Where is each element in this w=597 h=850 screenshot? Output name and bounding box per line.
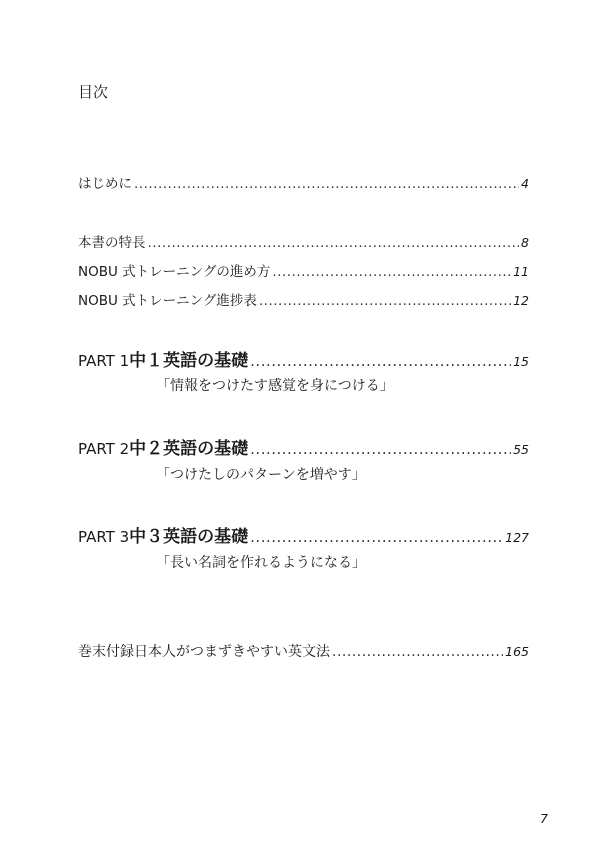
toc-part-1[interactable] <box>78 346 529 371</box>
entry-label: 本書の特長 <box>78 235 146 251</box>
entry-label: NOBU 式トレーニング進捗表 <box>78 293 257 309</box>
entry-page: 4 <box>521 176 529 191</box>
toc-appendix[interactable] <box>78 641 529 661</box>
part-number: PART 2 <box>78 440 130 458</box>
part-title: 中２英語の基礎 <box>129 439 249 459</box>
dot-leader <box>134 176 519 192</box>
part-subtitle: 「情報をつけたす感覚を身につける」 <box>156 378 394 394</box>
entry-page: 8 <box>521 235 529 250</box>
entry-page: 11 <box>513 264 529 279</box>
entry-page: 12 <box>513 293 529 308</box>
dot-leader <box>250 440 511 458</box>
dot-leader <box>250 352 511 370</box>
part-title: 中１英語の基礎 <box>129 351 249 371</box>
toc-entry-features[interactable] <box>78 231 529 251</box>
dot-leader <box>148 235 520 251</box>
part-page: 15 <box>513 354 529 369</box>
toc-part-3[interactable] <box>78 522 529 547</box>
appendix-page: 165 <box>505 644 529 659</box>
toc-entry-training-method[interactable] <box>78 260 529 280</box>
dot-leader <box>259 293 511 309</box>
entry-label: はじめに <box>78 176 132 192</box>
appendix-title: 日本人がつまずきやすい英文法 <box>134 644 330 660</box>
part-page: 55 <box>513 442 529 457</box>
part-number: PART 1 <box>78 352 130 370</box>
appendix-label: 巻末付録 <box>78 644 134 660</box>
page-title: 目次 <box>78 83 109 101</box>
part-number: PART 3 <box>78 528 130 546</box>
dot-leader <box>272 264 511 280</box>
entry-label: NOBU 式トレーニングの進め方 <box>78 264 271 280</box>
toc-part-2[interactable] <box>78 434 529 459</box>
part-subtitle: 「つけたしのパターンを増やす」 <box>156 467 366 483</box>
part-page: 127 <box>505 530 529 545</box>
page-number: 7 <box>540 811 548 826</box>
part-title: 中３英語の基礎 <box>129 527 249 547</box>
dot-leader <box>332 644 503 660</box>
toc-entry-introduction[interactable] <box>78 172 529 192</box>
dot-leader <box>250 528 503 546</box>
toc-entry-progress-chart[interactable] <box>78 289 529 309</box>
part-subtitle: 「長い名詞を作れるようになる」 <box>156 555 366 571</box>
